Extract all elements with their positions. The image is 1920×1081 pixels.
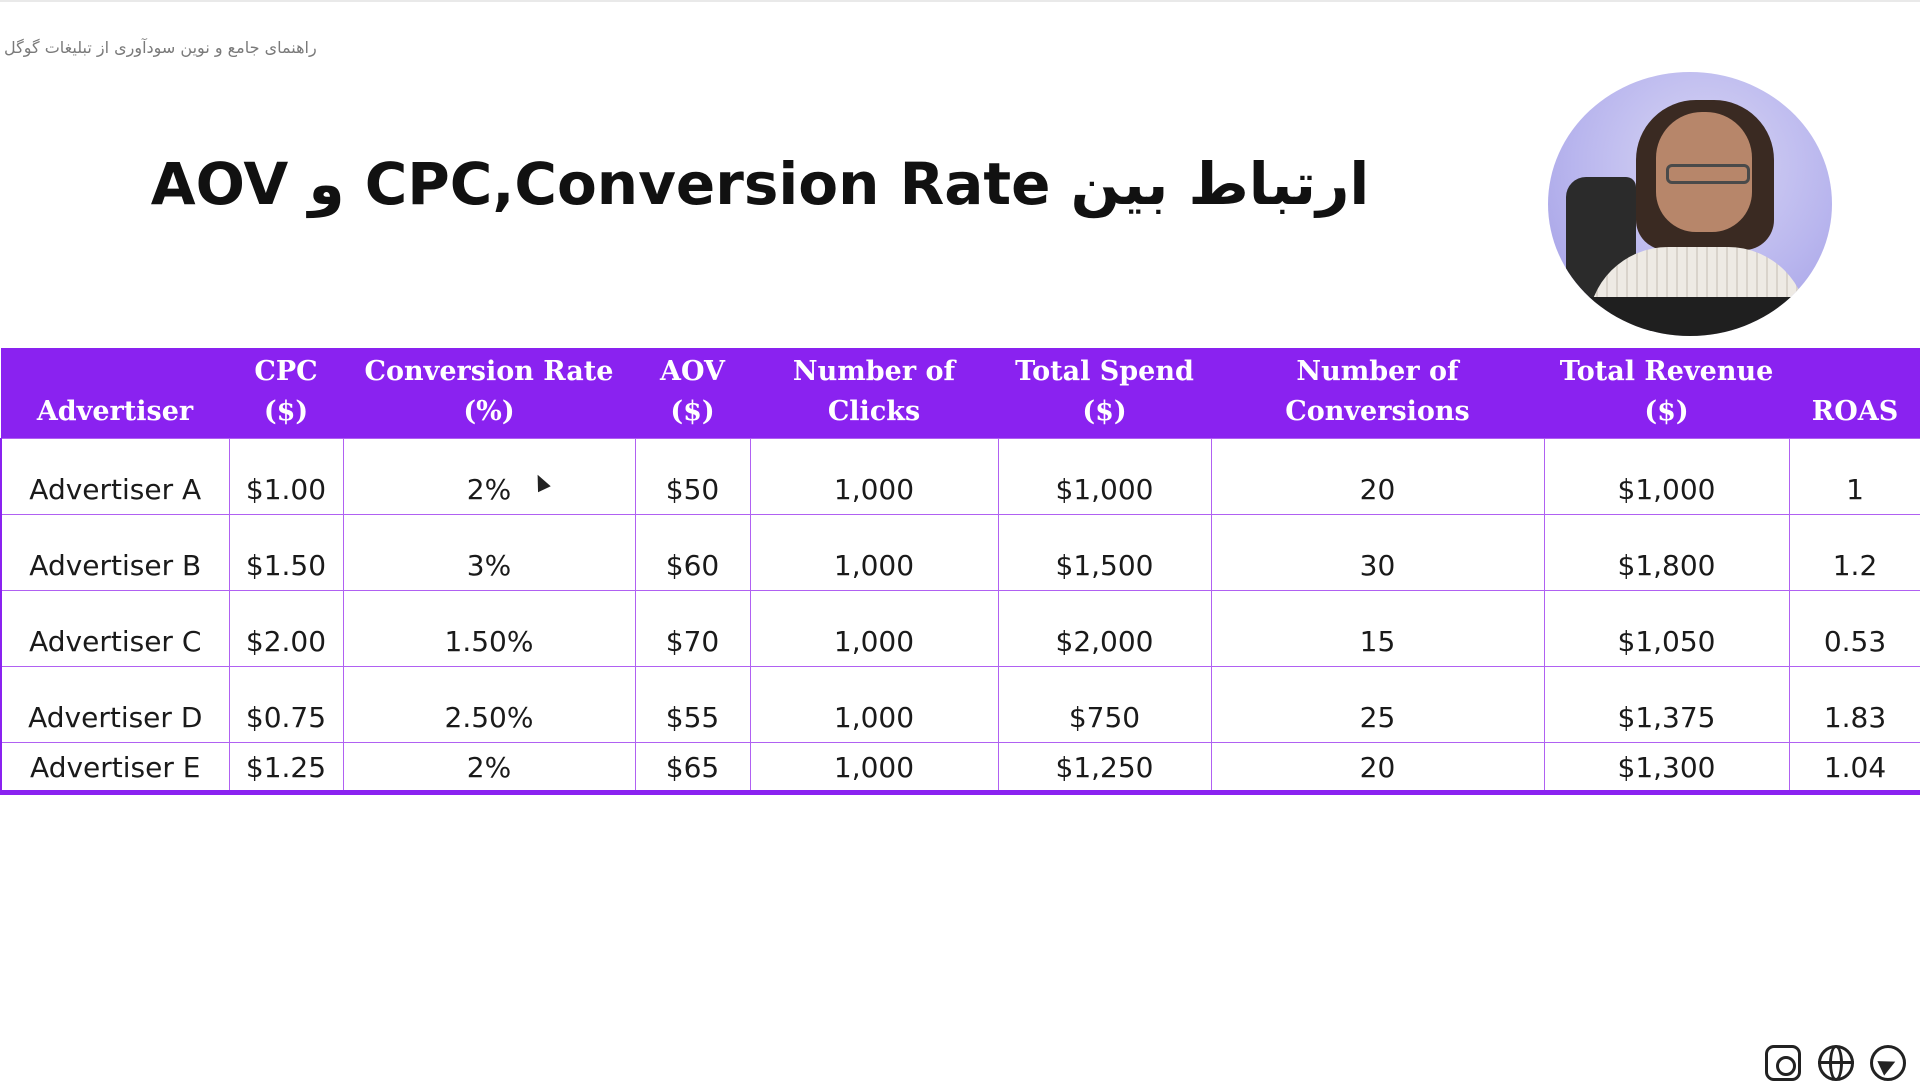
table-cell: 1.04 (1789, 742, 1920, 792)
advertiser-metrics-table (0, 348, 1920, 795)
top-divider (0, 0, 1920, 2)
slide-title: ارتباط بین CPC,Conversion Rate و AOV (150, 150, 1370, 218)
table-row (1, 514, 1920, 590)
table-cell: $65 (635, 742, 750, 792)
table-cell: $1.00 (229, 438, 343, 514)
column-header: AOV ($) (635, 348, 750, 438)
table-header-row (1, 348, 1920, 438)
table-cell: $0.75 (229, 666, 343, 742)
table-cell: Advertiser E (1, 742, 229, 792)
column-header: Advertiser (1, 348, 229, 438)
table-cell: $750 (998, 666, 1211, 742)
column-header: Number of Conversions (1211, 348, 1544, 438)
table-row (1, 590, 1920, 666)
table-cell: 1 (1789, 438, 1920, 514)
table-cell: Advertiser C (1, 590, 229, 666)
presenter-glasses (1666, 164, 1750, 184)
table-cell: $1,000 (998, 438, 1211, 514)
presenter-video-icon (1548, 72, 1832, 336)
table-cell: $60 (635, 514, 750, 590)
table-cell: Advertiser A (1, 438, 229, 514)
globe-icon[interactable] (1818, 1045, 1854, 1081)
table-cell: $70 (635, 590, 750, 666)
table-cell: 2% (343, 438, 635, 514)
table-cell: 1,000 (750, 438, 998, 514)
table-cell: $50 (635, 438, 750, 514)
table-cell: Advertiser B (1, 514, 229, 590)
table-cell: 2.50% (343, 666, 635, 742)
table-cell: $1.25 (229, 742, 343, 792)
table-cell: $1,250 (998, 742, 1211, 792)
course-title: راهنمای جامع و نوین سودآوری از تبلیغات گوگل (4, 38, 317, 57)
table-cell: 15 (1211, 590, 1544, 666)
table-cell: $55 (635, 666, 750, 742)
table-cell: 3% (343, 514, 635, 590)
table-cell: 1,000 (750, 666, 998, 742)
column-header: Number of Clicks (750, 348, 998, 438)
table-row (1, 742, 1920, 792)
table-cell: $1,800 (1544, 514, 1789, 590)
table-cell: 1,000 (750, 590, 998, 666)
table-cell: 20 (1211, 438, 1544, 514)
table-cell: 1,000 (750, 514, 998, 590)
table-cell: 20 (1211, 742, 1544, 792)
table-cell: 1.2 (1789, 514, 1920, 590)
column-header: Total Spend ($) (998, 348, 1211, 438)
table-cell: 1.50% (343, 590, 635, 666)
table-cell: 1.83 (1789, 666, 1920, 742)
table-cell: $1,500 (998, 514, 1211, 590)
table-cell: $1,375 (1544, 666, 1789, 742)
column-header: ROAS (1789, 348, 1920, 438)
column-header: Conversion Rate (%) (343, 348, 635, 438)
table-cell: $1,000 (1544, 438, 1789, 514)
table-cell: 25 (1211, 666, 1544, 742)
table-cell: 30 (1211, 514, 1544, 590)
telegram-icon[interactable] (1870, 1045, 1906, 1081)
table-cell: 0.53 (1789, 590, 1920, 666)
table-row (1, 666, 1920, 742)
column-header: CPC ($) (229, 348, 343, 438)
table-cell: $2.00 (229, 590, 343, 666)
presenter-desk (1548, 297, 1832, 336)
table-cell: $1,050 (1544, 590, 1789, 666)
instagram-icon[interactable] (1765, 1045, 1801, 1081)
table-cell: 2% (343, 742, 635, 792)
table-row (1, 438, 1920, 514)
table-cell: Advertiser D (1, 666, 229, 742)
table-cell: $1,300 (1544, 742, 1789, 792)
table-cell: $1.50 (229, 514, 343, 590)
column-header: Total Revenue ($) (1544, 348, 1789, 438)
table-cell: $2,000 (998, 590, 1211, 666)
table-cell: 1,000 (750, 742, 998, 792)
